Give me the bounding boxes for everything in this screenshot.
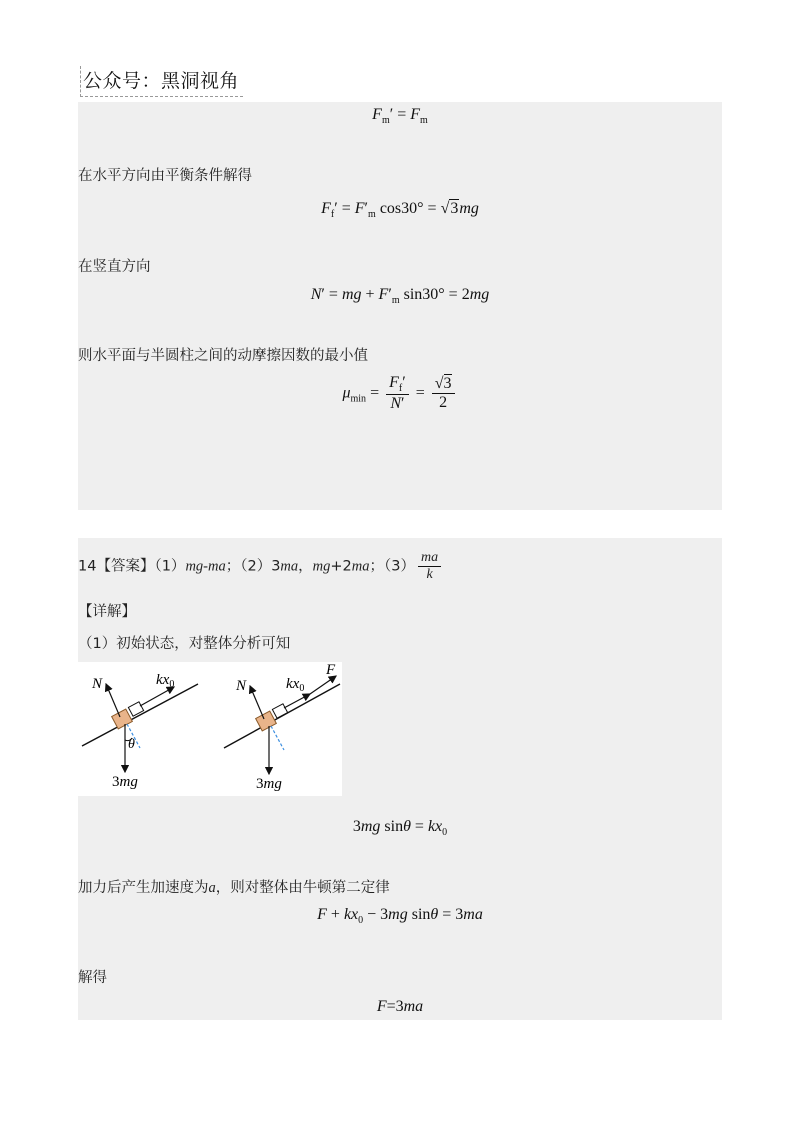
answer-sep3: +2 (330, 558, 352, 575)
label-x-right: x (292, 676, 300, 692)
label-N-right: N (236, 678, 247, 694)
text-solve: 解得 (78, 970, 107, 986)
text-vertical: 在竖直方向 (78, 259, 151, 275)
text-after-force (78, 876, 390, 897)
equation-result: F=3ma (376, 998, 424, 1015)
incline-left (82, 684, 198, 746)
answer-part3-fraction (418, 550, 441, 583)
text-after-force-b: ，则对整体由牛顿第二定律 (215, 880, 390, 896)
applied-force-arrow (310, 676, 336, 694)
equation-normal: N′ = mg + $F'_m$ sin30° = 2mg (310, 286, 490, 307)
answer-sep4: ；（3） (369, 558, 415, 575)
answer-part1: mg-ma (185, 558, 226, 575)
label-3-right: 3 (256, 776, 264, 792)
answer-part2c: ma (351, 558, 370, 575)
answer-sep1: ；（2）3 (225, 558, 281, 575)
normal-arrow-right (250, 686, 264, 719)
equation-initial-balance: 3mg $\sin\theta = kx_0$ (352, 818, 448, 839)
label-kx0-left (156, 672, 174, 690)
text-after-force-a: 加力后产生加速度为 (78, 880, 209, 896)
text-horizontal-balance: 在水平方向由平衡条件解得 (78, 168, 252, 184)
label-k-right: k (286, 676, 293, 692)
answer-sep2: ， (298, 558, 313, 575)
diagram-left (82, 672, 198, 790)
label-k-left: k (156, 672, 163, 688)
answer-frac-den: k (426, 567, 433, 582)
solution-panel-1 (78, 102, 722, 510)
label-N-left: N (92, 676, 103, 692)
answer-part2a: ma (280, 558, 299, 575)
brand-watermark: 公众号：黑洞视角 (80, 66, 243, 97)
equation-mu-min: $\mu_{min}$ = $\frac{F_f'}{N'}$ = $\frac{√3}{2}$ (78, 374, 722, 413)
label-3mg-right (256, 776, 282, 792)
equation-fm-equal: $F_m' = F_m$ (372, 106, 428, 127)
label-3-left: 3 (112, 774, 120, 790)
label-kx0-right (286, 676, 304, 694)
answer-frac-num: ma (418, 550, 441, 567)
perpendicular-dashed-right (271, 726, 284, 750)
label-F: F (326, 662, 336, 678)
block-right (256, 711, 277, 731)
normal-arrow-left (106, 684, 120, 717)
force-diagram (78, 662, 342, 796)
label-mg-right: mg (263, 776, 282, 792)
spring-arrow-right (284, 694, 310, 708)
answer-line (78, 550, 444, 583)
label-mg-left: mg (119, 774, 138, 790)
diagram-right (224, 662, 340, 792)
label-3mg-left (112, 774, 138, 790)
label-theta: θ (128, 737, 135, 752)
answer-prefix: 14【答案】（1） (78, 558, 186, 575)
text-step1: （1）初始状态，对整体分析可知 (78, 636, 291, 652)
label-sub0-left: 0 (169, 679, 175, 690)
spring-block-right (272, 704, 287, 718)
answer-part2b: mg (312, 558, 331, 575)
equation-newton-second: $F + kx_0 - 3mg$ sinθ = 3ma (317, 906, 483, 927)
label-x-left: x (162, 672, 170, 688)
text-min-coefficient: 则水平面与半圆柱之间的动摩擦因数的最小值 (78, 348, 368, 364)
block-left (112, 709, 133, 729)
equation-friction: $F_f' = F'_m$ cos30° = √3mg (321, 200, 479, 221)
solution-panel-2 (78, 538, 722, 1020)
label-sub0-right: 0 (299, 683, 305, 694)
text-after-force-var: a (208, 880, 216, 896)
detail-label: 【详解】 (78, 604, 136, 620)
